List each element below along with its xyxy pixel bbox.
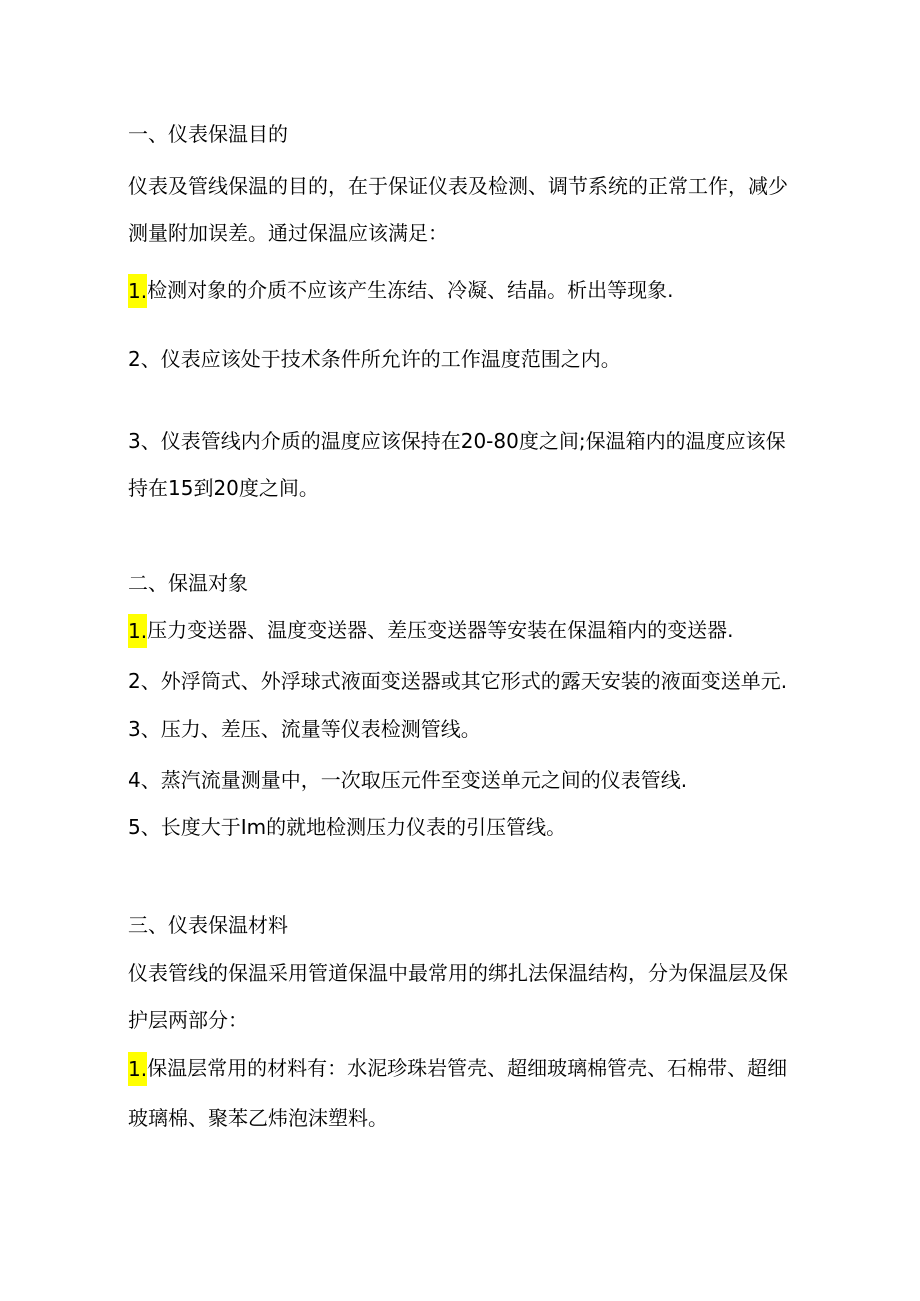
section2-item3: 3、压力、差压、流量等仪表检测管线。 bbox=[128, 717, 481, 741]
section2-item1-text: 压力变送器、温度变送器、差压变送器等安装在保温箱内的变送器. bbox=[147, 618, 734, 642]
section3-item1-text-line1: 保温层常用的材料有：水泥珍珠岩管壳、超细玻璃棉管壳、石棉带、超细 bbox=[147, 1056, 788, 1080]
section3-item1-line1 bbox=[128, 1052, 787, 1084]
section3-intro-line1: 仪表管线的保温采用管道保温中最常用的绑扎法保温结构，分为保温层及保 bbox=[128, 961, 788, 985]
section1-item3-line2: 持在15到20度之间。 bbox=[128, 476, 319, 500]
section3-heading: 三、仪表保温材料 bbox=[128, 913, 288, 937]
section3-intro-line2: 护层两部分： bbox=[128, 1008, 248, 1032]
section1-item2: 2、仪表应该处于技术条件所允许的工作温度范围之内。 bbox=[128, 347, 621, 371]
section3-item1-line2: 玻璃棉、聚苯乙炜泡沫塑料。 bbox=[128, 1106, 388, 1130]
section2-item4: 4、蒸汽流量测量中，一次取压元件至变送单元之间的仪表管线. bbox=[128, 768, 688, 792]
section2-item1 bbox=[128, 614, 733, 646]
section2-heading: 二、保温对象 bbox=[128, 571, 248, 595]
highlight-number: 1. bbox=[128, 274, 147, 308]
section2-item2: 2、外浮筒式、外浮球式液面变送器或其它形式的露天安装的液面变送单元. bbox=[128, 669, 788, 693]
section1-item1-text: 检测对象的介质不应该产生冻结、冷凝、结晶。析出等现象. bbox=[147, 278, 674, 302]
section2-item5: 5、长度大于Im的就地检测压力仪表的引压管线。 bbox=[128, 815, 567, 839]
section1-intro-line2: 测量附加误差。通过保温应该满足： bbox=[128, 221, 448, 245]
highlight-number: 1. bbox=[128, 614, 147, 648]
highlight-number: 1. bbox=[128, 1052, 147, 1086]
section1-item3-line1: 3、仪表管线内介质的温度应该保持在20-80度之间;保温箱内的温度应该保 bbox=[128, 429, 786, 453]
section1-heading: 一、仪表保温目的 bbox=[128, 122, 288, 146]
section1-intro-line1: 仪表及管线保温的目的，在于保证仪表及检测、调节系统的正常工作，减少 bbox=[128, 174, 788, 198]
section1-item1 bbox=[128, 274, 673, 306]
